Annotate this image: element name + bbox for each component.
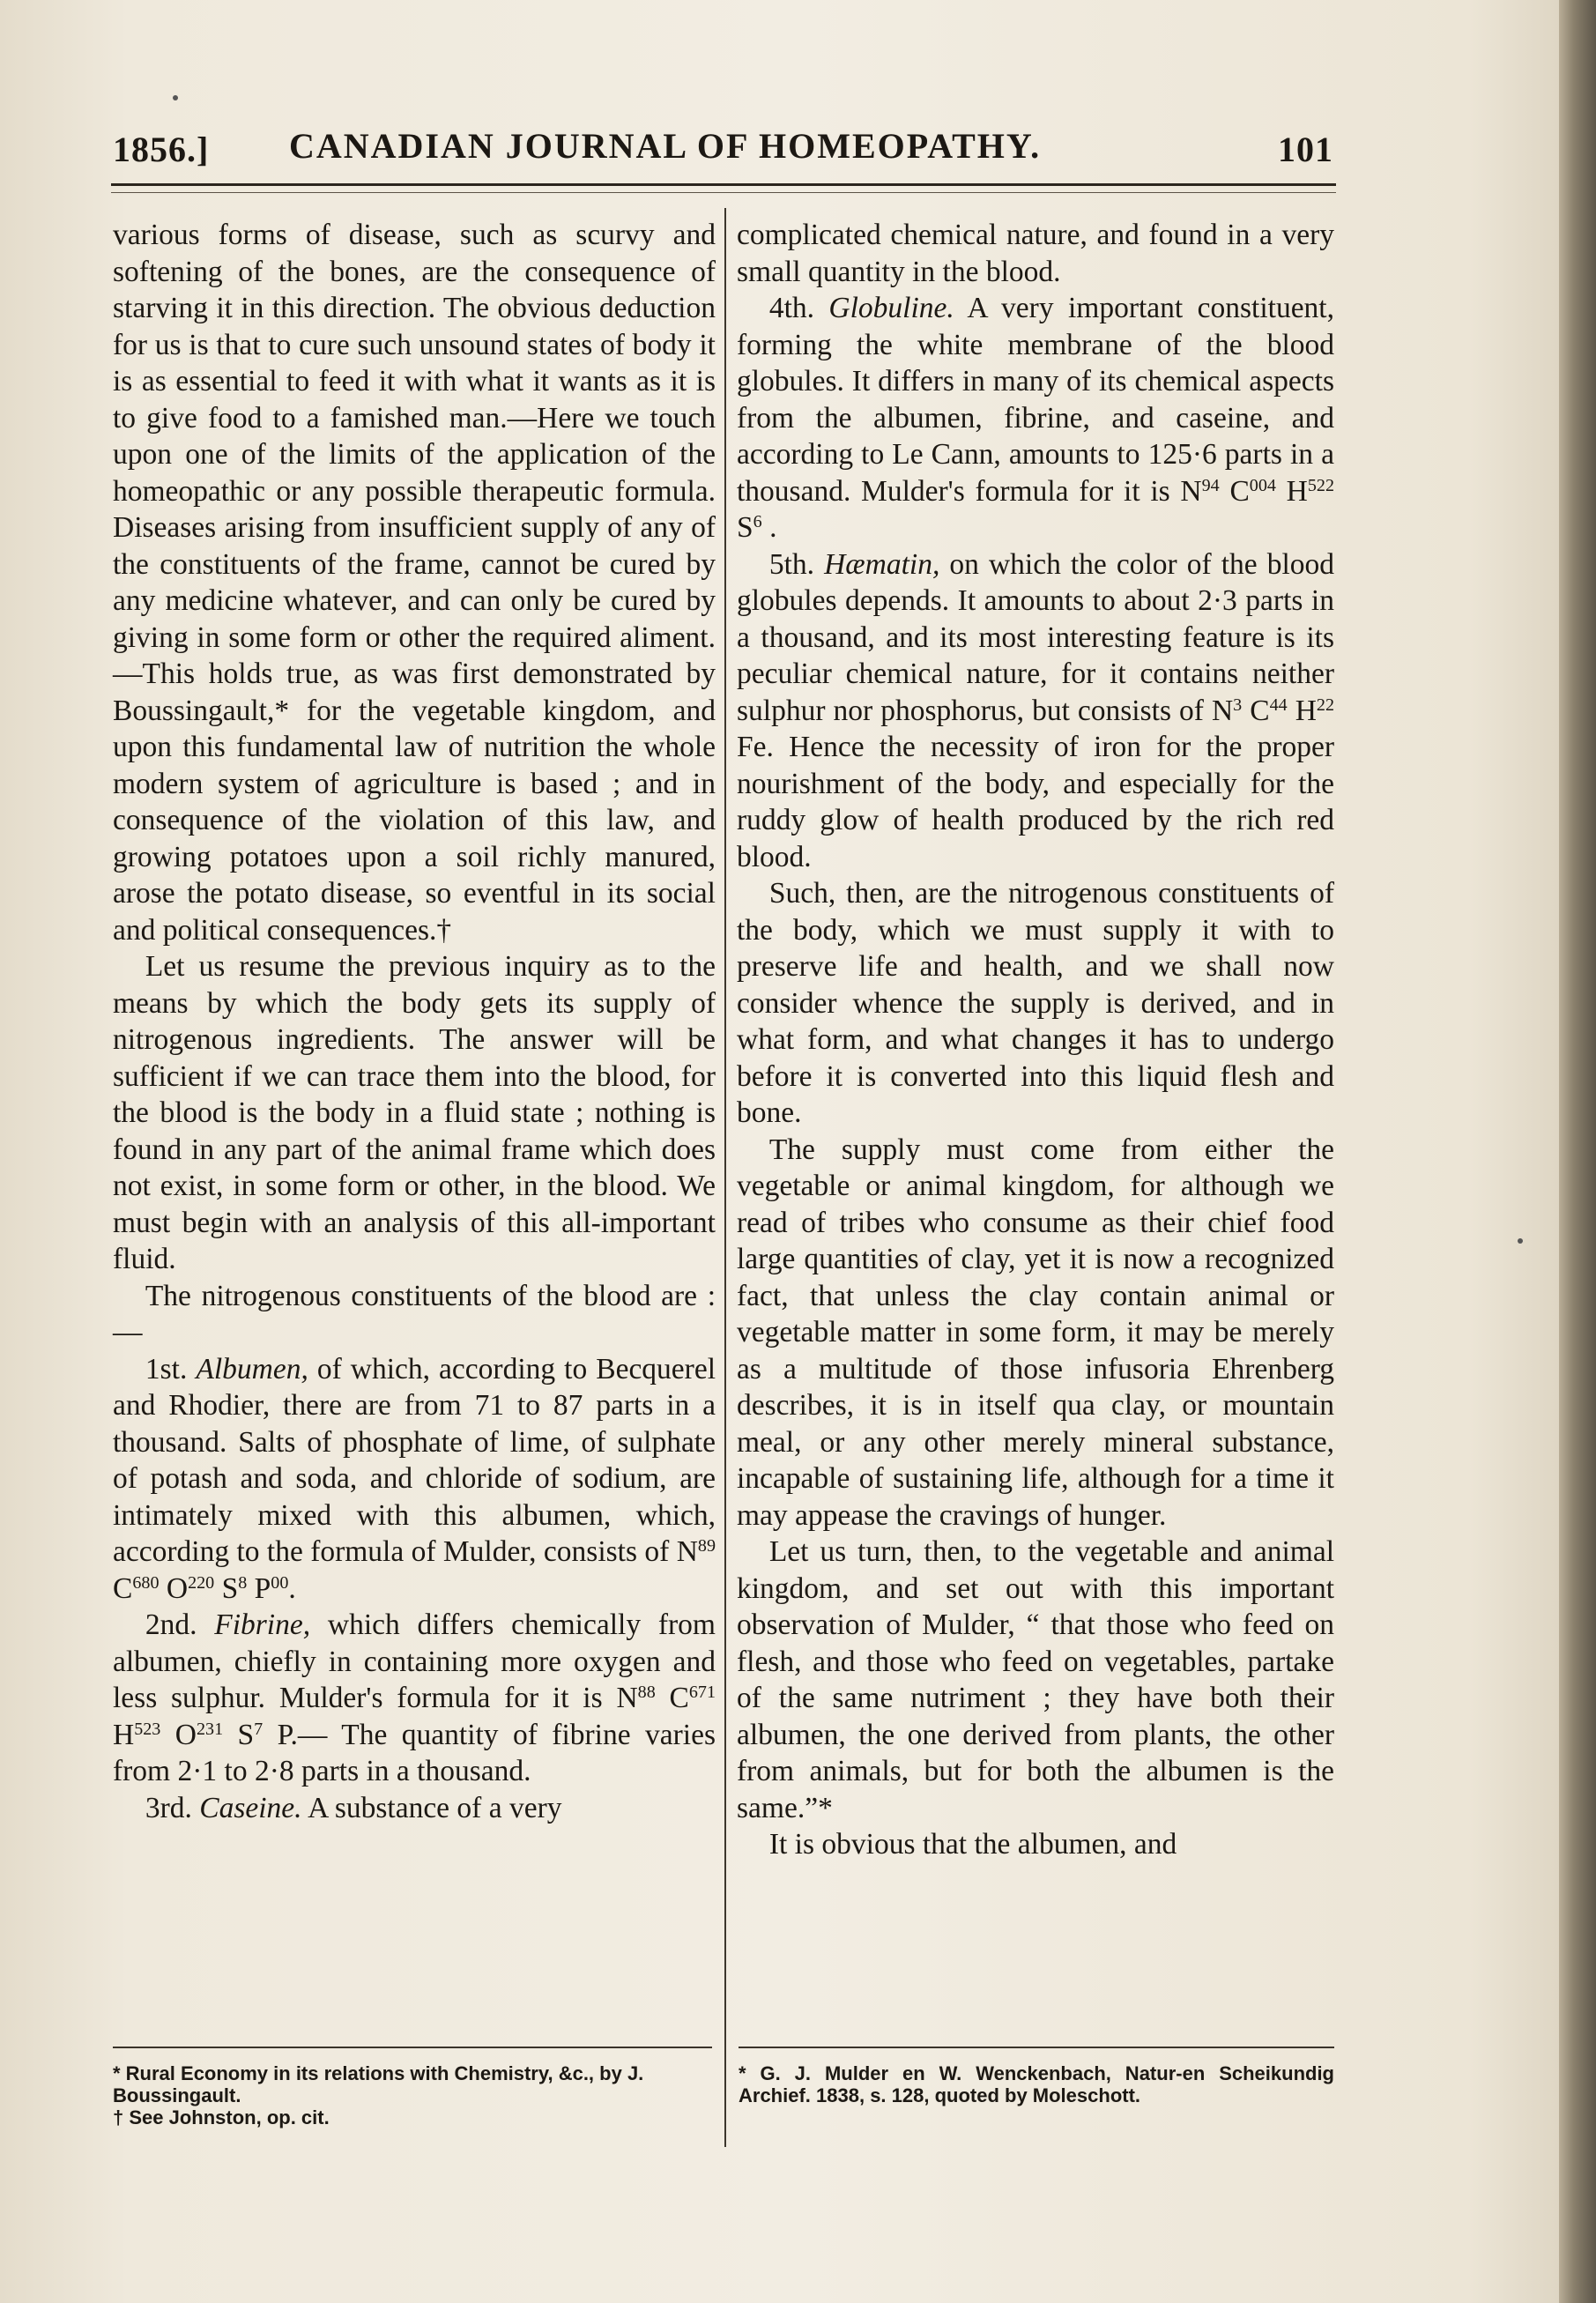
- footnote: * Rural Economy in its relations with Chemistry, &c., by J. Boussingault.: [113, 2062, 644, 2106]
- right-column: [737, 217, 1334, 1863]
- term-albumen: Albumen,: [196, 1352, 308, 1386]
- formula-albumen: $N^{89}$ $C^{680}$ $O^{220}$ $S^8$ $P^{00}$.: [113, 1535, 716, 1605]
- term-fibrine: Fibrine,: [214, 1608, 311, 1641]
- term-haematin: Hæmatin,: [824, 547, 940, 581]
- paragraph: Let us turn, then, to the vegetable and animal kingdom, and set out with this important observation of Mulder, “ that those who feed on flesh, and those who feed on vegetables, partake of the same nutriment ; they have both their albumen, the one derived from plants, the other from animals, but for both the albumen is the same.”*: [737, 1535, 1334, 1824]
- footnote: * G. J. Mulder en W. Wenckenbach, Natur-en Scheikundig Archief. 1838, s. 128, quoted by Moleschott.: [739, 2062, 1334, 2106]
- footnote: † See Johnston, op. cit.: [113, 2106, 330, 2128]
- paragraph: The supply must come from either the vegetable or animal kingdom, for although we read of tribes who consume as their chief food large quantities of clay, yet it is now a recognized fact, that unless the clay contain animal or vegetable matter in some form, it may be merely as a multitude of those infusoria Ehrenberg describes, it is in itself qua clay, or mountain meal, or any other merely mineral substance, incapable of sustaining life, although for a time it may appease the cravings of hunger.: [737, 1133, 1334, 1532]
- formula-haematin: $N^3$ $C^{44}$ $H^{22}$ Fe.: [737, 694, 1334, 763]
- term-caseine: Caseine.: [199, 1791, 302, 1824]
- header-year: 1856.]: [113, 130, 210, 169]
- page-number: 101: [1278, 130, 1333, 169]
- page-speck: [173, 95, 178, 100]
- left-column: [113, 217, 716, 1826]
- paragraph: It is obvious that the albumen, and: [768, 1828, 1177, 1861]
- term-globuline: Globuline.: [828, 292, 954, 324]
- page-speck: [1518, 1238, 1523, 1244]
- page-edge: [1559, 0, 1596, 2303]
- paragraph-globuline: 4th. Globuline. A very important constituent, forming the white membrane of the blood globules. It differs in many of its chemical aspects from the albumen, fibrine, and caseine, and according to Le Cann, amounts to 125·6 parts in a thousand. Mulder's formula for it is $N^{94}$ $C^{004}$ $H^{522}$ $S^6$ .: [737, 292, 1334, 544]
- paragraph: The nitrogenous constituents of the blood are :—: [113, 1279, 716, 1348]
- footnotes-right: [739, 2047, 1334, 2106]
- paragraph: Let us resume the previous inquiry as to the means by which the body gets its supply of nitrogenous ingredients. The answer will be sufficient if we can trace them into the blood, for the blood is the body in a fluid state ; nothing is found in any part of the animal frame which does not exist, in some form or other, in the blood. We must begin with an analysis of this all-important fluid.: [113, 950, 716, 1275]
- running-header: [113, 122, 1333, 175]
- paragraph-albumen: 1st. Albumen, of which, according to Becquerel and Rhodier, there are from 71 to 87 parts in a thousand. Salts of phosphate of lime, of sulphate of potash and soda, and chloride of sodium, are intimately mixed with this albumen, which, according to the formula of Mulder, consists of $N^{89}$ $C^{680}$ $O^{220}$ $S^8$ $P^{00}$.: [113, 1352, 716, 1605]
- formula-globuline: $N^{94}$ $C^{004}$ $H^{522}$ $S^6$ .: [737, 474, 1334, 544]
- paragraph-fibrine: 2nd. Fibrine, which differs chemically from albumen, chiefly in containing more oxygen and less sulphur. Mulder's formula for it is $N^{88}$ $C^{671}$ $H^{523}$ $O^{231}$ $S^7$ P.— The quantity of fibrine varies from 2·1 to 2·8 parts in a thousand.: [113, 1608, 716, 1787]
- formula-fibrine: $N^{88}$ $C^{671}$ $H^{523}$ $O^{231}$ $S^7$ P.—: [113, 1682, 716, 1751]
- header-rule-thin: [111, 192, 1336, 193]
- paragraph-haematin: 5th. Hæmatin, on which the color of the blood globules depends. It amounts to about 2·3 parts in a thousand, and its most interesting feature is its peculiar chemical nature, for it contains neither sulphur nor phosphorus, but consists of $N^3$ $C^{44}$ $H^{22}$ Fe. Hence the necessity of iron for the proper nourishment of the body, and especially for the ruddy glow of health produced by the rich red blood.: [737, 547, 1335, 873]
- journal-title: CANADIAN JOURNAL OF HOMEOPATHY.: [289, 126, 1042, 166]
- paragraph: complicated chemical nature, and found in a very small quantity in the blood.: [737, 219, 1334, 288]
- column-divider: [724, 208, 726, 2147]
- footnotes-left: [113, 2047, 712, 2128]
- header-rule: [111, 183, 1336, 186]
- paragraph-caseine: 3rd. Caseine. A substance of a very: [145, 1791, 562, 1824]
- paragraph: various forms of disease, such as scurvy and softening of the bones, are the consequence of starving it in this direction. The obvious deduction for us is that to cure such unsound states of body it is as essential to feed it with what it wants as it is to give food to a famished man.—Here we touch upon one of the limits of the application of the homeopathic or any possible therapeutic formula. Diseases arising from insufficient supply of any of the constituents of the frame, cannot be cured by any medicine whatever, and can only be cured by giving in some form or other the required aliment.—This holds true, as was first demonstrated by Boussingault,* for the vegetable kingdom, and upon this fundamental law of nutrition the whole modern system of agriculture is based ; and in consequence of the violation of this law, and growing potatoes upon a soil richly manured, arose the potato disease, so eventful in its social and political consequences.†: [113, 219, 716, 947]
- paragraph: Such, then, are the nitrogenous constituents of the body, which we must supply it with to preserve life and health, and we shall now consider whence the supply is derived, and in what form, and what changes it has to undergo before it is converted into this liquid flesh and bone.: [737, 877, 1334, 1129]
